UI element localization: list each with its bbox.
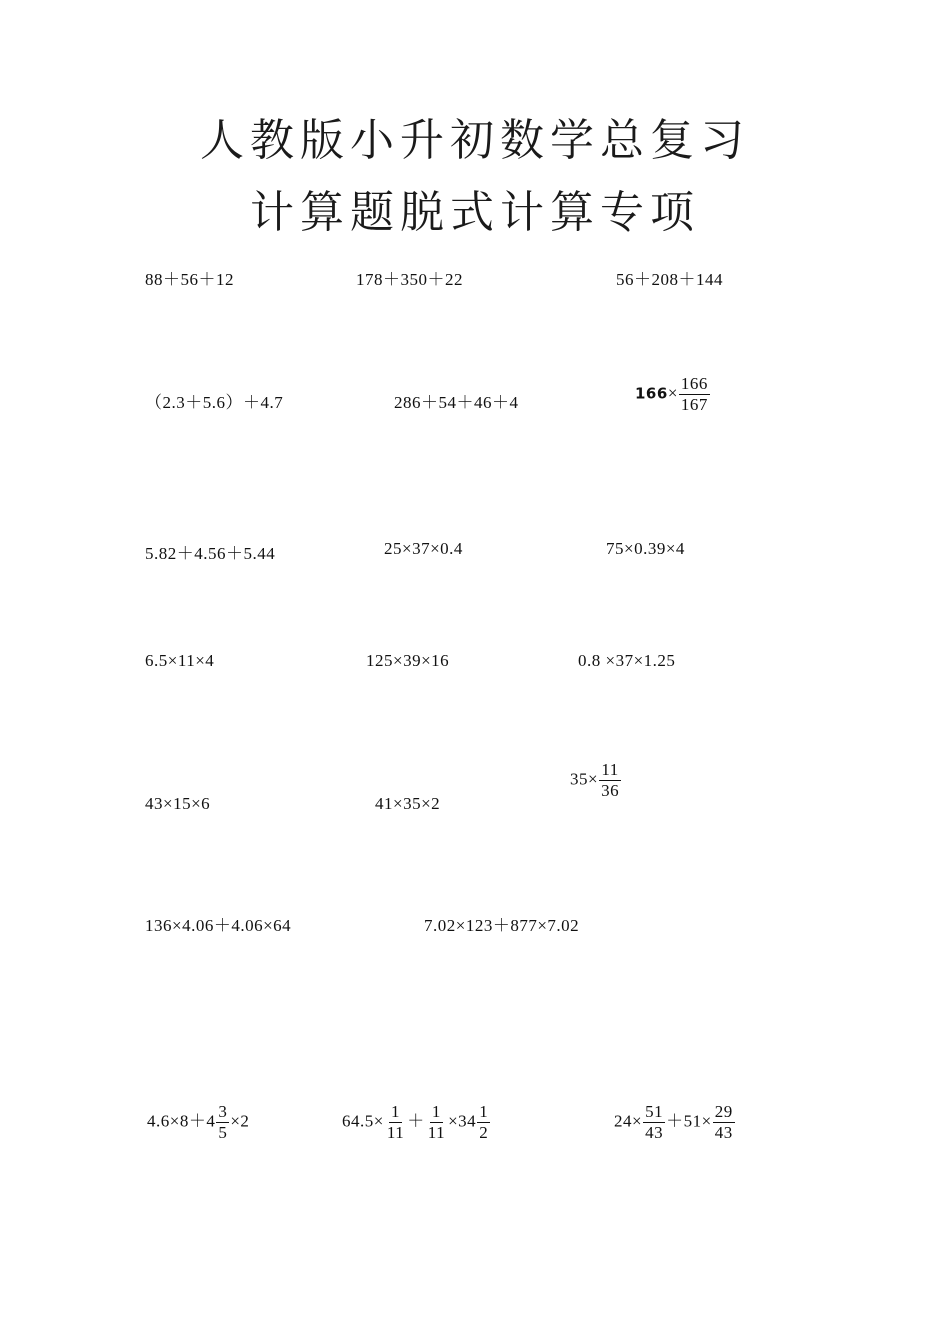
expression-part: ×2 xyxy=(230,1111,250,1131)
denominator: 2 xyxy=(479,1122,489,1142)
fraction xyxy=(599,761,621,800)
whole-number: 166 xyxy=(635,384,668,403)
problem-1-2: 178＋350＋22 xyxy=(356,270,463,289)
problem-2-2: 286＋54＋46＋4 xyxy=(394,393,519,412)
problem-6-1: 136×4.06＋4.06×64 xyxy=(145,916,292,935)
times-sign: × xyxy=(588,769,599,789)
numerator: 3 xyxy=(218,1102,228,1121)
page-subtitle: 计算题脱式计算专项 xyxy=(250,187,700,238)
fraction xyxy=(216,1103,229,1142)
numerator: 166 xyxy=(680,374,708,393)
denominator: 11 xyxy=(427,1122,446,1142)
problem-7-2 xyxy=(342,1103,491,1142)
times-sign: × xyxy=(667,383,678,403)
fraction xyxy=(643,1103,665,1142)
problem-3-2: 25×37×0.4 xyxy=(384,539,463,558)
fraction xyxy=(426,1103,447,1142)
plus-sign: ＋ xyxy=(407,1111,425,1131)
problem-4-3: 0.8 ×37×1.25 xyxy=(578,651,676,670)
numerator: 29 xyxy=(714,1102,733,1121)
problem-7-3 xyxy=(614,1103,736,1142)
numerator: 11 xyxy=(601,760,619,779)
problem-4-1: 6.5×11×4 xyxy=(145,651,215,670)
denominator: 36 xyxy=(601,780,620,800)
fraction xyxy=(713,1103,735,1142)
problem-7-1 xyxy=(147,1103,249,1142)
problem-5-2: 41×35×2 xyxy=(375,794,441,813)
problem-3-3: 75×0.39×4 xyxy=(606,539,685,558)
denominator: 167 xyxy=(680,394,708,414)
denominator: 43 xyxy=(645,1122,664,1142)
expression-part: 24× xyxy=(614,1111,643,1131)
fraction xyxy=(477,1103,490,1142)
problem-1-3: 56＋208＋144 xyxy=(616,270,723,289)
numerator: 1 xyxy=(391,1102,401,1121)
expression-part: ×34 xyxy=(448,1111,477,1131)
page-title: 人教版小升初数学总复习 xyxy=(200,115,750,166)
numerator: 1 xyxy=(479,1102,489,1121)
problem-3-1: 5.82＋4.56＋5.44 xyxy=(145,544,276,563)
whole-number: 35 xyxy=(570,769,588,789)
expression-part: 64.5× xyxy=(342,1111,384,1131)
numerator: 51 xyxy=(645,1102,664,1121)
denominator: 43 xyxy=(714,1122,733,1142)
fraction xyxy=(679,375,710,414)
problem-2-3 xyxy=(635,375,711,414)
problem-1-1: 88＋56＋12 xyxy=(145,270,234,289)
expression-part: 4.6×8＋4 xyxy=(147,1111,216,1131)
denominator: 5 xyxy=(218,1122,228,1142)
expression-part: ＋51× xyxy=(666,1111,712,1131)
problem-4-2: 125×39×16 xyxy=(366,651,450,670)
numerator: 1 xyxy=(431,1102,441,1121)
problem-2-1: （2.3＋5.6）＋4.7 xyxy=(145,393,284,412)
denominator: 11 xyxy=(386,1122,405,1142)
fraction xyxy=(385,1103,406,1142)
problem-6-2: 7.02×123＋877×7.02 xyxy=(424,916,580,935)
problem-5-3 xyxy=(570,761,622,800)
problem-5-1: 43×15×6 xyxy=(145,794,211,813)
